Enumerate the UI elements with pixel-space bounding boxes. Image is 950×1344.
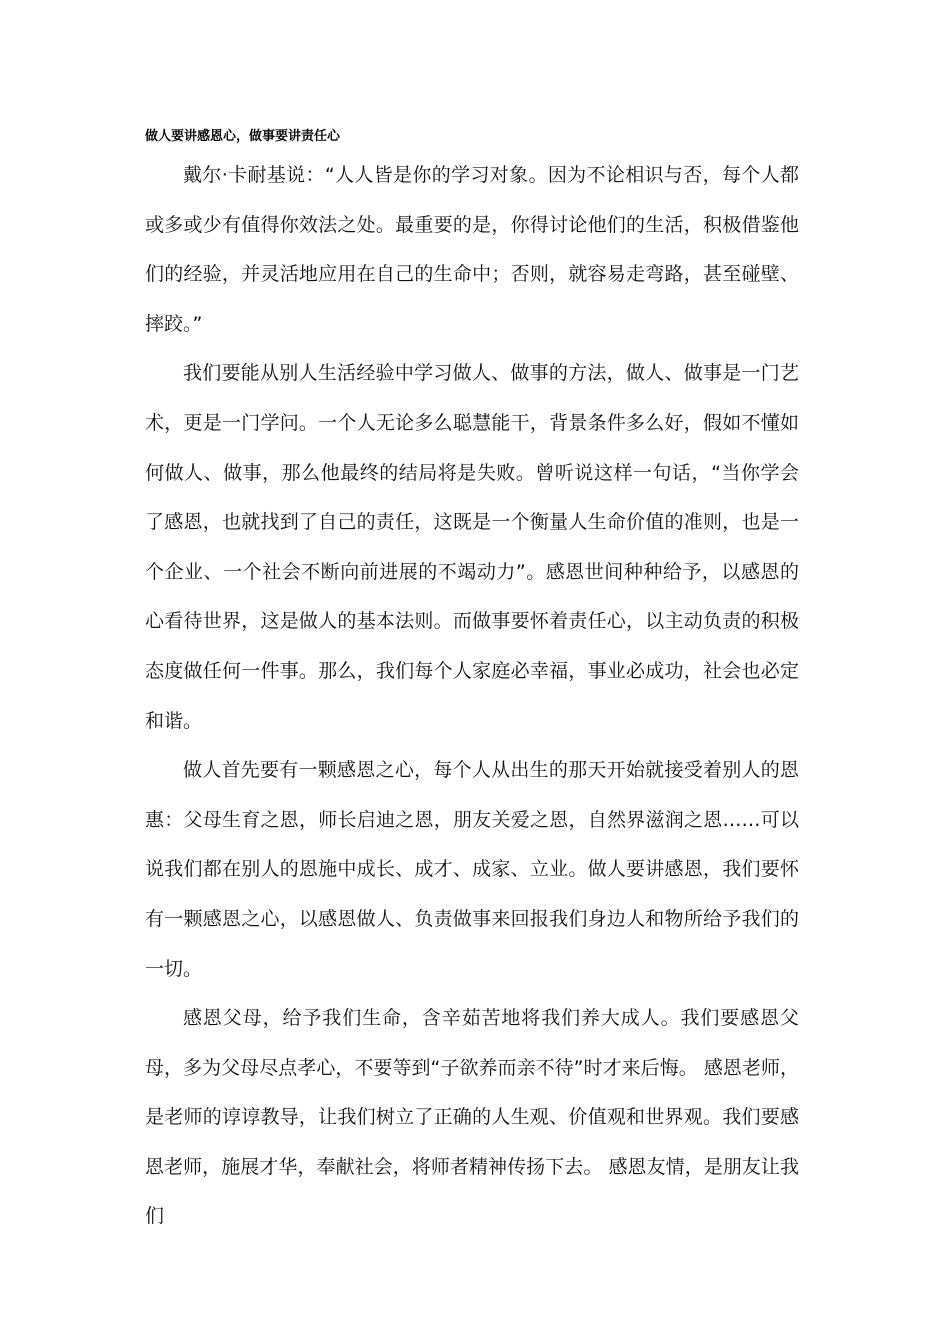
- paragraph: 我们要能从别人生活经验中学习做人、做事的方法，做人、做事是一门艺术，更是一门学问。一个人无论多么聪慧能干，背景条件多么好，假如不懂如何做人、做事，那么他最终的结局将是失败。曾听说这样一句话，“当你学会了感恩，也就找到了自己的责任，这既是一个衡量人生命价值的准则，也是一个企业、一个社会不断向前进展的不竭动力”。感恩世间种种给予，以感恩的心看待世界，这是做人的基本法则。而做事要怀着责任心，以主动负责的积极态度做任何一件事。那么，我们每个人家庭必幸福，事业必成功，社会也必定和谐。: [145, 362, 799, 732]
- paragraph: 感恩父母，给予我们生命，含辛茹苦地将我们养大成人。我们要感恩父母，多为父母尽点孝心，不要等到“子欲养而亲不待”时才来后悔。 感恩老师，是老师的谆谆教导，让我们树立了正确的人生观、价值观和世界观。我们要感恩老师，施展才华，奉献社会，将师者精神传扬下去。 感恩友情，是朋友让我们: [145, 1007, 799, 1228]
- paragraph: 做人首先要有一颗感恩之心，每个人从出生的那天开始就接受着别人的恩惠：父母生育之恩，师长启迪之恩，朋友关爱之恩，自然界滋润之恩……可以说我们都在别人的恩施中成长、成才、成家、立业。做人要讲感恩，我们要怀有一颗感恩之心，以感恩做人、负责做事来回报我们身边人和物所给予我们的一切。: [145, 759, 799, 980]
- document-body: [145, 151, 799, 1242]
- paragraph: 戴尔·卡耐基说：“人人皆是你的学习对象。因为不论相识与否，每个人都或多或少有值得你效法之处。最重要的是，你得讨论他们的生活，积极借鉴他们的经验，并灵活地应用在自己的生命中；否则，就容易走弯路，甚至碰壁、摔跤。”: [145, 164, 799, 335]
- document-title: 做人要讲感恩心，做事要讲责任心: [145, 129, 341, 144]
